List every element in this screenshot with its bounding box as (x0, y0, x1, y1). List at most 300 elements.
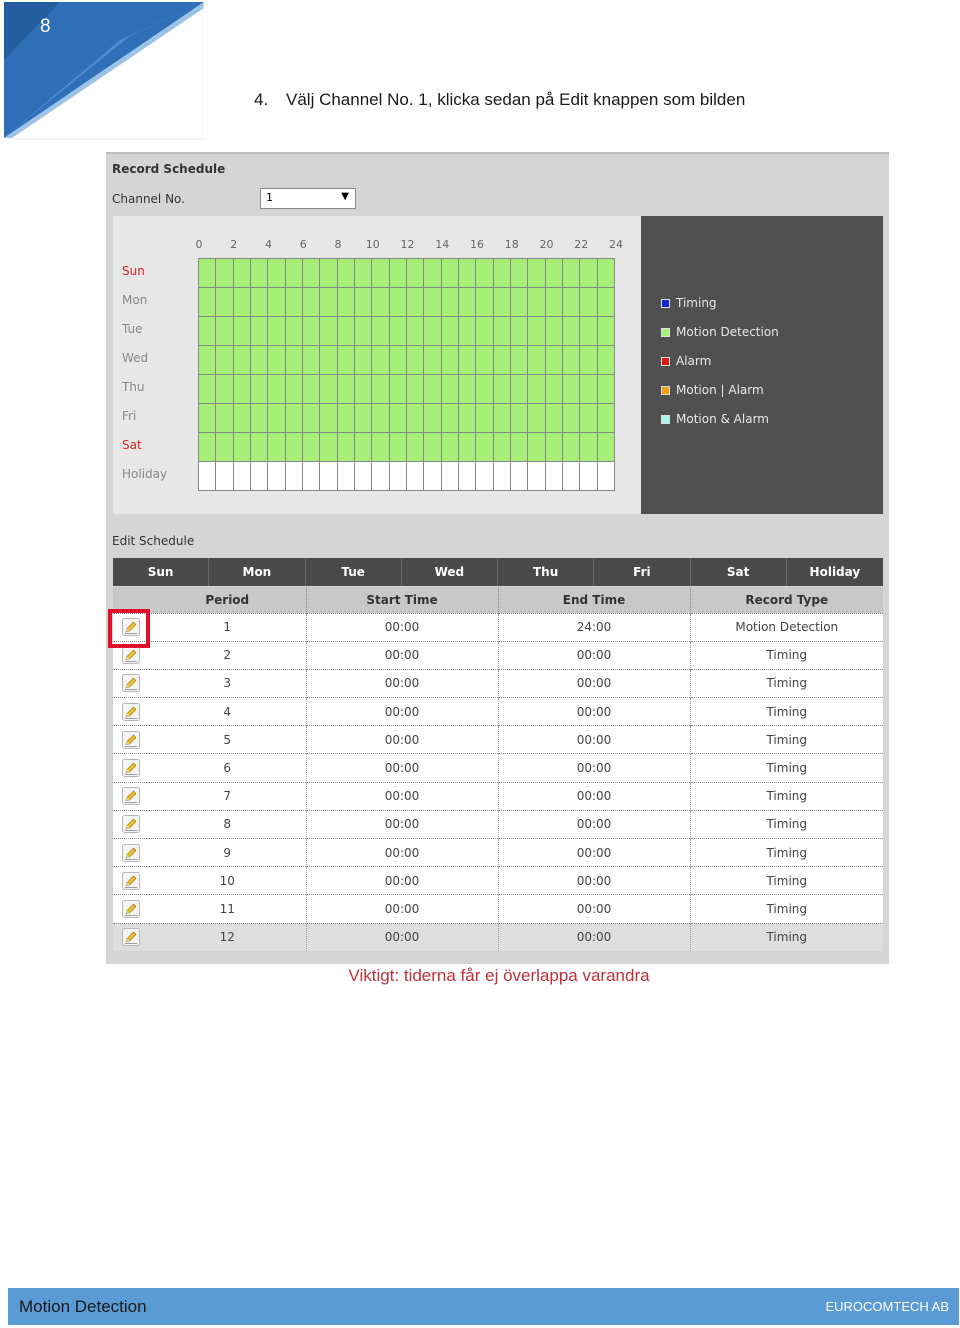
schedule-cell[interactable] (286, 346, 302, 374)
schedule-cell[interactable] (216, 375, 232, 403)
schedule-cell[interactable] (563, 288, 579, 316)
schedule-cell[interactable] (442, 288, 458, 316)
schedule-cell[interactable] (338, 288, 354, 316)
schedule-cell[interactable] (580, 404, 596, 432)
schedule-cell[interactable] (528, 288, 544, 316)
schedule-cell[interactable] (580, 462, 596, 490)
important-note: Viktigt: tiderna får ej överlappa varandra (348, 966, 650, 985)
schedule-cell[interactable] (199, 288, 215, 316)
schedule-cell[interactable] (563, 375, 579, 403)
schedule-cell[interactable] (528, 433, 544, 461)
end-time-cell: 00:00 (498, 641, 690, 669)
schedule-cell[interactable] (338, 375, 354, 403)
schedule-cell[interactable] (459, 259, 475, 287)
schedule-cell[interactable] (268, 375, 284, 403)
schedule-cell[interactable] (303, 317, 319, 345)
record-type-cell: Timing (690, 726, 883, 754)
tab-fri[interactable]: Fri (594, 558, 690, 586)
edit-cell (113, 923, 149, 951)
edit-pencil-icon[interactable] (122, 674, 140, 692)
legend-label: Motion Detection (676, 325, 779, 339)
schedule-cell[interactable] (528, 317, 544, 345)
schedule-cell[interactable] (372, 346, 388, 374)
schedule-cell[interactable] (234, 433, 250, 461)
schedule-cell[interactable] (494, 433, 510, 461)
schedule-cell[interactable] (563, 317, 579, 345)
schedule-cell[interactable] (199, 433, 215, 461)
schedule-cell[interactable] (199, 462, 215, 490)
start-time-cell: 00:00 (306, 923, 498, 951)
end-time-cell: 00:00 (498, 782, 690, 810)
footer-section-title: Motion Detection (19, 1297, 147, 1316)
schedule-cell[interactable] (286, 433, 302, 461)
schedule-cell[interactable] (494, 375, 510, 403)
schedule-cell[interactable] (251, 433, 267, 461)
edit-cell (113, 669, 149, 697)
schedule-cell[interactable] (320, 375, 336, 403)
schedule-cell[interactable] (390, 259, 406, 287)
schedule-cell[interactable] (476, 375, 492, 403)
edit-pencil-icon[interactable] (122, 787, 140, 805)
schedule-cell[interactable] (268, 259, 284, 287)
schedule-cell[interactable] (390, 375, 406, 403)
schedule-cell[interactable] (234, 317, 250, 345)
hour-label: 24 (609, 238, 623, 251)
legend-item (661, 325, 779, 339)
edit-pencil-icon[interactable] (122, 815, 140, 833)
schedule-cell[interactable] (407, 375, 423, 403)
schedule-cell[interactable] (598, 375, 614, 403)
schedule-cell[interactable] (494, 288, 510, 316)
schedule-cell[interactable] (390, 433, 406, 461)
schedule-cell[interactable] (338, 346, 354, 374)
table-row (113, 669, 883, 697)
table-row (113, 754, 883, 782)
schedule-cell[interactable] (320, 259, 336, 287)
schedule-cell[interactable] (355, 462, 371, 490)
record-type-cell: Timing (690, 782, 883, 810)
schedule-cell[interactable] (251, 259, 267, 287)
legend-swatch (661, 299, 670, 308)
schedule-cell[interactable] (424, 433, 440, 461)
schedule-cell[interactable] (251, 462, 267, 490)
hour-label: 0 (195, 238, 203, 251)
schedule-cell[interactable] (546, 375, 562, 403)
edit-cell (113, 726, 149, 754)
record-type-cell: Timing (690, 669, 883, 697)
schedule-cell[interactable] (372, 317, 388, 345)
schedule-cell[interactable] (476, 404, 492, 432)
start-time-cell: 00:00 (306, 726, 498, 754)
schedule-cell[interactable] (407, 317, 423, 345)
hour-label: 14 (435, 238, 450, 251)
edit-pencil-icon[interactable] (122, 928, 140, 946)
schedule-cell[interactable] (372, 404, 388, 432)
legend-swatch (661, 415, 670, 424)
tab-thu[interactable]: Thu (498, 558, 594, 586)
schedule-cell[interactable] (234, 346, 250, 374)
schedule-cell[interactable] (442, 375, 458, 403)
schedule-cell[interactable] (216, 346, 232, 374)
schedule-cell[interactable] (580, 259, 596, 287)
schedule-cell[interactable] (268, 317, 284, 345)
schedule-cell[interactable] (355, 433, 371, 461)
schedule-cell[interactable] (338, 462, 354, 490)
schedule-cell[interactable] (442, 346, 458, 374)
edit-pencil-icon[interactable] (122, 872, 140, 890)
tab-sun[interactable]: Sun (113, 558, 209, 586)
schedule-cell[interactable] (303, 404, 319, 432)
schedule-cell[interactable] (528, 404, 544, 432)
schedule-cell[interactable] (407, 404, 423, 432)
schedule-cell[interactable] (372, 375, 388, 403)
record-type-cell: Timing (690, 641, 883, 669)
tab-tue[interactable]: Tue (306, 558, 402, 586)
schedule-cell[interactable] (407, 288, 423, 316)
period-column-header: Period (149, 587, 306, 613)
schedule-cell[interactable] (511, 404, 527, 432)
start-time-cell: 00:00 (306, 641, 498, 669)
start-time-cell: 00:00 (306, 669, 498, 697)
schedule-cell[interactable] (355, 317, 371, 345)
schedule-cell[interactable] (320, 462, 336, 490)
start-time-cell: 00:00 (306, 782, 498, 810)
schedule-cell[interactable] (598, 288, 614, 316)
schedule-cell[interactable] (216, 462, 232, 490)
day-label: Thu (122, 380, 145, 394)
edit-pencil-icon[interactable] (122, 759, 140, 777)
schedule-cell[interactable] (442, 404, 458, 432)
edit-pencil-icon[interactable] (122, 844, 140, 862)
schedule-cell[interactable] (546, 317, 562, 345)
schedule-cell[interactable] (528, 462, 544, 490)
schedule-cell[interactable] (563, 346, 579, 374)
schedule-cell[interactable] (459, 462, 475, 490)
day-label: Holiday (122, 467, 168, 481)
schedule-cell[interactable] (476, 433, 492, 461)
schedule-cell[interactable] (372, 288, 388, 316)
day-label: Mon (122, 293, 148, 307)
schedule-cell[interactable] (216, 317, 232, 345)
schedule-cell[interactable] (546, 259, 562, 287)
schedule-cell[interactable] (424, 259, 440, 287)
record-type-cell: Timing (690, 754, 883, 782)
start-time-cell: 00:00 (306, 867, 498, 895)
schedule-cell[interactable] (286, 259, 302, 287)
edit-cell (113, 754, 149, 782)
edit-cell (113, 895, 149, 923)
table-row (113, 839, 883, 867)
schedule-cell[interactable] (390, 317, 406, 345)
schedule-cell[interactable] (390, 462, 406, 490)
record-type-cell: Timing (690, 923, 883, 951)
schedule-cell[interactable] (355, 346, 371, 374)
period-cell: 3 (149, 669, 306, 697)
schedule-cell[interactable] (268, 346, 284, 374)
hour-label: 2 (230, 238, 238, 251)
day-label: Sat (122, 438, 142, 452)
schedule-cell[interactable] (407, 433, 423, 461)
hour-label: 22 (574, 238, 589, 251)
schedule-cell[interactable] (216, 288, 232, 316)
record-type-cell: Motion Detection (690, 613, 883, 641)
schedule-cell[interactable] (251, 346, 267, 374)
schedule-cell[interactable] (286, 288, 302, 316)
schedule-cell[interactable] (320, 288, 336, 316)
hour-label: 20 (539, 238, 554, 251)
schedule-cell[interactable] (424, 288, 440, 316)
schedule-cell[interactable] (268, 433, 284, 461)
channel-select[interactable] (260, 188, 356, 209)
schedule-cell[interactable] (372, 433, 388, 461)
schedule-cell[interactable] (251, 317, 267, 345)
record-type-cell: Timing (690, 698, 883, 726)
record-schedule-screenshot (106, 152, 889, 964)
record-type-cell: Timing (690, 867, 883, 895)
schedule-cell[interactable] (546, 346, 562, 374)
schedule-cell[interactable] (251, 288, 267, 316)
schedule-cell[interactable] (494, 462, 510, 490)
schedule-cell[interactable] (234, 375, 250, 403)
schedule-cell[interactable] (459, 375, 475, 403)
schedule-cell[interactable] (511, 259, 527, 287)
legend-swatch (661, 328, 670, 337)
legend-label: Alarm (676, 354, 712, 368)
schedule-cell[interactable] (303, 259, 319, 287)
schedule-cell[interactable] (546, 462, 562, 490)
schedule-cell[interactable] (511, 462, 527, 490)
schedule-cell[interactable] (511, 288, 527, 316)
schedule-cell[interactable] (338, 433, 354, 461)
period-cell: 5 (149, 726, 306, 754)
schedule-cell[interactable] (459, 288, 475, 316)
schedule-cell[interactable] (424, 317, 440, 345)
edit-pencil-icon[interactable] (122, 646, 140, 664)
schedule-cell[interactable] (199, 317, 215, 345)
schedule-cell[interactable] (199, 375, 215, 403)
period-cell: 8 (149, 810, 306, 838)
schedule-cell[interactable] (407, 462, 423, 490)
schedule-cell[interactable] (459, 346, 475, 374)
hour-label: 12 (400, 238, 415, 251)
schedule-cell[interactable] (580, 433, 596, 461)
schedule-cell[interactable] (338, 259, 354, 287)
end-time-cell: 00:00 (498, 867, 690, 895)
schedule-cell[interactable] (546, 288, 562, 316)
end-time-cell: 00:00 (498, 754, 690, 782)
schedule-cell[interactable] (424, 375, 440, 403)
schedule-cell[interactable] (251, 375, 267, 403)
day-label: Sun (122, 264, 145, 278)
schedule-cell[interactable] (216, 404, 232, 432)
tab-holiday[interactable]: Holiday (809, 565, 861, 579)
edit-pencil-icon[interactable] (122, 731, 140, 749)
end-time-cell: 00:00 (498, 923, 690, 951)
edit-cell (113, 839, 149, 867)
schedule-cell[interactable] (407, 346, 423, 374)
schedule-cell[interactable] (580, 375, 596, 403)
end-time-cell: 00:00 (498, 895, 690, 923)
schedule-cell[interactable] (580, 288, 596, 316)
schedule-cell[interactable] (598, 462, 614, 490)
edit-schedule-title: Edit Schedule (112, 534, 195, 548)
table-row (113, 923, 883, 951)
schedule-cell[interactable] (528, 259, 544, 287)
schedule-cell[interactable] (303, 288, 319, 316)
schedule-cell[interactable] (338, 317, 354, 345)
schedule-cell[interactable] (268, 462, 284, 490)
schedule-cell[interactable] (442, 317, 458, 345)
schedule-cell[interactable] (216, 433, 232, 461)
schedule-cell[interactable] (563, 433, 579, 461)
edit-pencil-icon[interactable] (122, 703, 140, 721)
schedule-cell[interactable] (476, 462, 492, 490)
legend-panel (641, 216, 883, 514)
schedule-cell[interactable] (268, 404, 284, 432)
schedule-cell[interactable] (407, 259, 423, 287)
schedule-cell[interactable] (390, 288, 406, 316)
tab-sat[interactable]: Sat (691, 558, 787, 586)
schedule-cell[interactable] (459, 404, 475, 432)
schedule-cell[interactable] (511, 317, 527, 345)
schedule-cell[interactable] (511, 433, 527, 461)
schedule-cell[interactable] (390, 346, 406, 374)
schedule-cell[interactable] (494, 259, 510, 287)
schedule-cell[interactable] (598, 404, 614, 432)
tab-wed[interactable]: Wed (402, 558, 498, 586)
end-time-cell: 00:00 (498, 698, 690, 726)
schedule-cell[interactable] (563, 259, 579, 287)
schedule-cell[interactable] (303, 375, 319, 403)
hour-label: 18 (504, 238, 519, 251)
edit-cell (113, 698, 149, 726)
schedule-cell[interactable] (355, 404, 371, 432)
legend-swatch (661, 357, 670, 366)
schedule-cell[interactable] (494, 346, 510, 374)
table-row (113, 895, 883, 923)
schedule-cell[interactable] (286, 375, 302, 403)
schedule-cell[interactable] (598, 259, 614, 287)
schedule-cell[interactable] (268, 288, 284, 316)
instruction-text: Välj Channel No. 1, klicka sedan på Edit knappen som bilden (286, 90, 746, 109)
schedule-cell[interactable] (511, 375, 527, 403)
schedule-cell[interactable] (234, 462, 250, 490)
hour-label: 16 (470, 238, 484, 251)
schedule-cell[interactable] (476, 317, 492, 345)
schedule-cell[interactable] (546, 404, 562, 432)
record-type-cell: Timing (690, 839, 883, 867)
schedule-cell[interactable] (494, 317, 510, 345)
hour-label: 8 (334, 238, 342, 251)
schedule-cell[interactable] (320, 433, 336, 461)
hour-label: 4 (265, 238, 272, 251)
schedule-cell[interactable] (216, 259, 232, 287)
end-time-cell: 24:00 (498, 613, 690, 641)
period-cell: 12 (149, 923, 306, 951)
schedule-cell[interactable] (511, 346, 527, 374)
schedule-cell[interactable] (424, 346, 440, 374)
schedule-cell[interactable] (494, 404, 510, 432)
schedule-cell[interactable] (442, 462, 458, 490)
schedule-cell[interactable] (563, 404, 579, 432)
schedule-cell[interactable] (598, 346, 614, 374)
schedule-cell[interactable] (390, 404, 406, 432)
schedule-cell[interactable] (303, 433, 319, 461)
schedule-cell[interactable] (580, 346, 596, 374)
schedule-cell[interactable] (355, 288, 371, 316)
start-time-cell: 00:00 (306, 698, 498, 726)
channel-label: Channel No. (112, 192, 186, 206)
start-time-column-header: Start Time (306, 587, 498, 613)
schedule-cell[interactable] (320, 317, 336, 345)
schedule-grid[interactable] (198, 258, 615, 491)
schedule-cell[interactable] (234, 404, 250, 432)
schedule-cell[interactable] (459, 433, 475, 461)
schedule-cell[interactable] (563, 462, 579, 490)
schedule-cell[interactable] (580, 317, 596, 345)
schedule-cell[interactable] (355, 375, 371, 403)
table-row (113, 613, 883, 641)
schedule-cell[interactable] (546, 433, 562, 461)
legend-item (661, 412, 769, 426)
schedule-cell[interactable] (286, 404, 302, 432)
hour-label: 10 (365, 238, 380, 251)
edit-pencil-icon[interactable] (122, 900, 140, 918)
schedule-cell[interactable] (598, 317, 614, 345)
schedule-cell[interactable] (338, 404, 354, 432)
schedule-cell[interactable] (199, 346, 215, 374)
schedule-cell[interactable] (320, 404, 336, 432)
schedule-cell[interactable] (598, 433, 614, 461)
schedule-cell[interactable] (303, 346, 319, 374)
schedule-cell[interactable] (286, 317, 302, 345)
end-time-cell: 00:00 (498, 839, 690, 867)
schedule-cell[interactable] (199, 259, 215, 287)
legend-label: Motion & Alarm (676, 412, 769, 426)
schedule-cell[interactable] (372, 259, 388, 287)
period-cell: 4 (149, 698, 306, 726)
schedule-cell[interactable] (476, 259, 492, 287)
page-number: 8 (40, 16, 51, 37)
schedule-cell[interactable] (251, 404, 267, 432)
schedule-cell[interactable] (286, 462, 302, 490)
schedule-cell[interactable] (355, 259, 371, 287)
end-time-cell: 00:00 (498, 669, 690, 697)
schedule-cell[interactable] (528, 375, 544, 403)
schedule-cell[interactable] (476, 288, 492, 316)
schedule-cell[interactable] (442, 433, 458, 461)
end-time-column-header: End Time (498, 587, 690, 613)
schedule-cell[interactable] (459, 317, 475, 345)
page-footer (8, 1288, 959, 1325)
schedule-cell[interactable] (424, 462, 440, 490)
start-time-cell: 00:00 (306, 895, 498, 923)
schedule-cell[interactable] (424, 404, 440, 432)
schedule-cell[interactable] (528, 346, 544, 374)
schedule-cell[interactable] (199, 404, 215, 432)
schedule-cell[interactable] (320, 346, 336, 374)
schedule-cell[interactable] (372, 462, 388, 490)
schedule-cell[interactable] (442, 259, 458, 287)
schedule-cell[interactable] (303, 462, 319, 490)
schedule-cell[interactable] (234, 288, 250, 316)
start-time-cell: 00:00 (306, 754, 498, 782)
start-time-cell: 00:00 (306, 839, 498, 867)
schedule-cell[interactable] (234, 259, 250, 287)
schedule-cell[interactable] (476, 346, 492, 374)
tab-mon[interactable]: Mon (209, 558, 305, 586)
dropdown-arrow-icon: ▼ (341, 191, 349, 202)
